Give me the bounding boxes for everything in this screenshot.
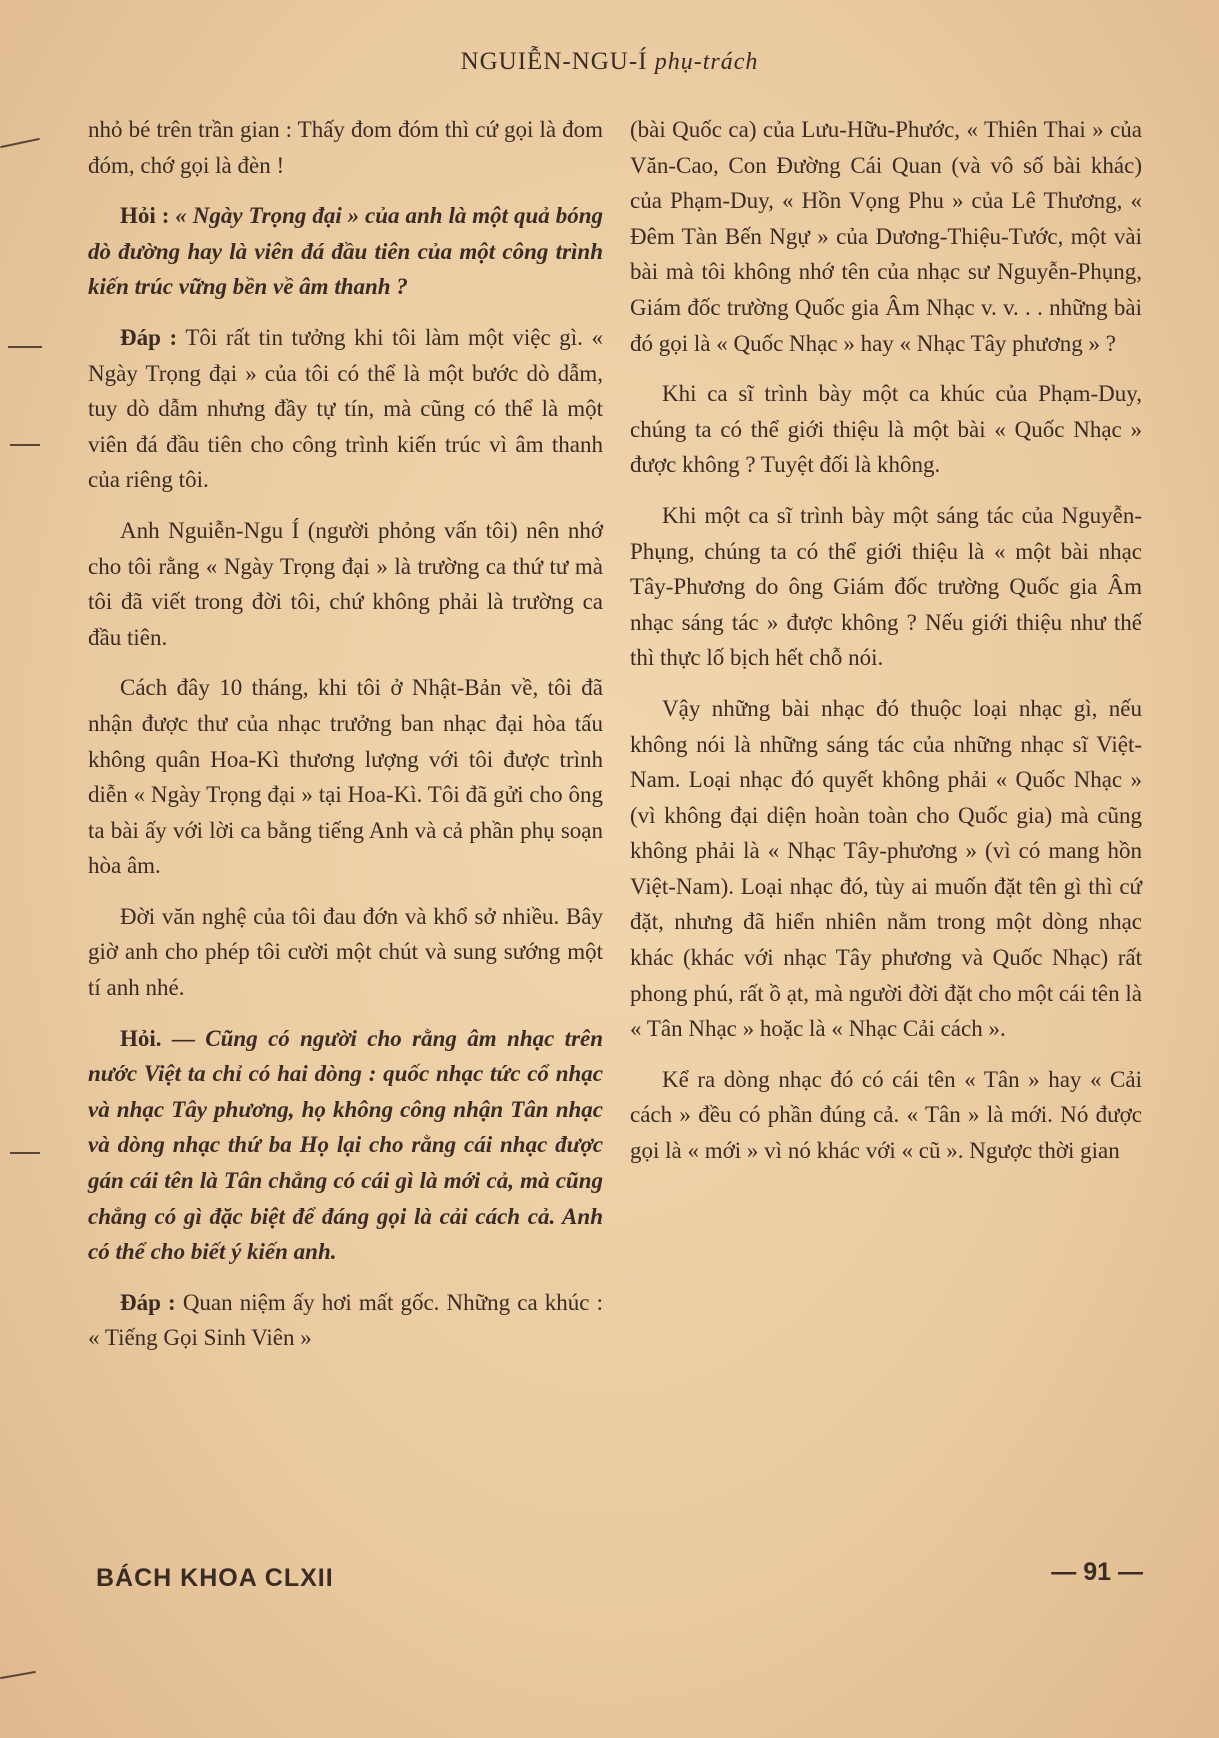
page-header (0, 48, 1219, 76)
answer-paragraph (88, 320, 603, 498)
paragraph: Cách đây 10 tháng, khi tôi ở Nhật-Bản về, tôi đã nhận được thư của nhạc trưởng ban nhạc đại hòa tấu không quân Hoa-Kì thương lượng với tôi được trình diễn « Ngày Trọng đại » tại Hoa-Kì. Tôi đã gửi cho ông ta bài ấy với lời ca bằng tiếng Anh và cả phần phụ soạn hòa âm. (88, 675, 603, 879)
question-label: Hỏi : (120, 203, 170, 229)
paragraph: Kể ra dòng nhạc đó có cái tên « Tân » hay « Cải cách » đều có phần đúng cả. « Tân » là mới. Nó được gọi là « mới » vì nó khác với « cũ ». Ngược thời gian (630, 1066, 1142, 1164)
margin-mark (10, 1152, 40, 1154)
paragraph: (bài Quốc ca) của Lưu-Hữu-Phước, « Thiên Thai » của Văn-Cao, Con Đường Cái Quan (và vô số bài khác) của Phạm-Duy, « Hồn Vọng Phu » của Lê Thương, « Đêm Tàn Bến Ngự » của Dương-Thiệu-Tước, một vài bài mà tôi không nhớ tên của nhạc sư Nguyễn-Phụng, Giám đốc trường Quốc gia Âm Nhạc v. v. . . những bài đó gọi là « Quốc Nhạc » hay « Nhạc Tây phương » ? (630, 117, 1142, 356)
magazine-issue: BÁCH KHOA CLXII (96, 1564, 334, 1592)
page-number: — 91 — (1051, 1558, 1143, 1586)
paragraph: Khi một ca sĩ trình bày một sáng tác của Nguyễn-Phụng, chúng ta có thể giới thiệu là « một bài nhạc Tây-Phương do ông Giám đốc trường Quốc gia Âm nhạc sáng tác » được không ? Nếu giới thiệu như thế thì thực lố bịch hết chỗ nói. (630, 502, 1142, 671)
answer-label: Đáp : (120, 1289, 176, 1315)
margin-mark (10, 444, 40, 446)
paragraph: Khi ca sĩ trình bày một ca khúc của Phạm-Duy, chúng ta có thể giới thiệu là một bài « Quốc Nhạc » được không ? Tuyệt đối là không. (630, 381, 1142, 478)
paragraph: Anh Nguiễn-Ngu Í (người phỏng vấn tôi) nên nhớ cho tôi rằng « Ngày Trọng đại » là trường ca thứ tư mà tôi đã viết trong đời tôi, chứ không phải là trường ca đầu tiên. (88, 517, 603, 650)
answer-text: Tôi rất tin tưởng khi tôi làm một việc gì. « Ngày Trọng đại » của tôi có thể là một bước dò dẫm, tuy dò dẫm nhưng đầy tự tín, mà cũng có thể là một viên đá đầu tiên cho công trình kiến trúc vì âm thanh của riêng tôi. (88, 324, 603, 493)
paragraph: nhỏ bé trên trần gian : Thấy đom đóm thì cứ gọi là đom đóm, chớ gọi là đèn ! (88, 117, 603, 178)
paragraph: Đời văn nghệ của tôi đau đớn và khổ sở nhiều. Bây giờ anh cho phép tôi cười một chút và sung sướng một tí anh nhé. (88, 903, 603, 1001)
answer-text: Quan niệm ấy hơi mất gốc. Những ca khúc : « Tiếng Gọi Sinh Viên » (88, 1289, 604, 1351)
question-paragraph (88, 198, 603, 305)
question-text: « Ngày Trọng đại » của anh là một quả bóng dò đường hay là viên đá đầu tiên của một công trình kiến trúc vững bền về âm thanh ? (88, 203, 603, 300)
answer-label: Đáp : (120, 324, 178, 350)
right-column (630, 112, 1142, 1184)
question-paragraph (88, 1021, 603, 1270)
left-column (88, 112, 603, 1371)
paragraph: Vậy những bài nhạc đó thuộc loại nhạc gì, nếu không nói là những sáng tác của những nhạc sĩ Việt-Nam. Loại nhạc đó quyết không phải « Quốc Nhạc » (vì không đại diện hoàn toàn cho Quốc gia) mà cũng không phải là « Nhạc Tây-phương » (vì có mang hồn Việt-Nam). Loại nhạc đó, tùy ai muốn đặt tên gì thì cứ đặt, nhưng đã hiển nhiên nằm trong một dòng nhạc khác (khác với nhạc Tây phương và Quốc Nhạc) rất phong phú, rất ồ ạt, mà người đời đặt cho một cái tên là « Tân Nhạc » hoặc là « Nhạc Cải cách ». (630, 695, 1142, 1042)
margin-mark (0, 138, 40, 148)
question-text: Cũng có người cho rằng âm nhạc trên nước Việt ta chỉ có hai dòng : quốc nhạc tức cổ nhạc và nhạc Tây phương, họ không công nhận Tân nhạc và dòng nhạc thứ ba Họ lại cho rằng cái nhạc được gán cái tên là Tân chẳng có cái gì là mới cả, mà cũng chẳng có gì đặc biệt để đáng gọi là cải cách cả. Anh có thể cho biết ý kiến anh. (88, 1025, 604, 1265)
header-title: NGUIỄN-NGU-Í (460, 48, 648, 75)
answer-paragraph (88, 1285, 603, 1356)
margin-mark (8, 346, 42, 348)
header-subtitle: phụ-trách (654, 49, 759, 75)
question-label: Hỏi. — (120, 1025, 195, 1051)
margin-mark (0, 1671, 36, 1679)
